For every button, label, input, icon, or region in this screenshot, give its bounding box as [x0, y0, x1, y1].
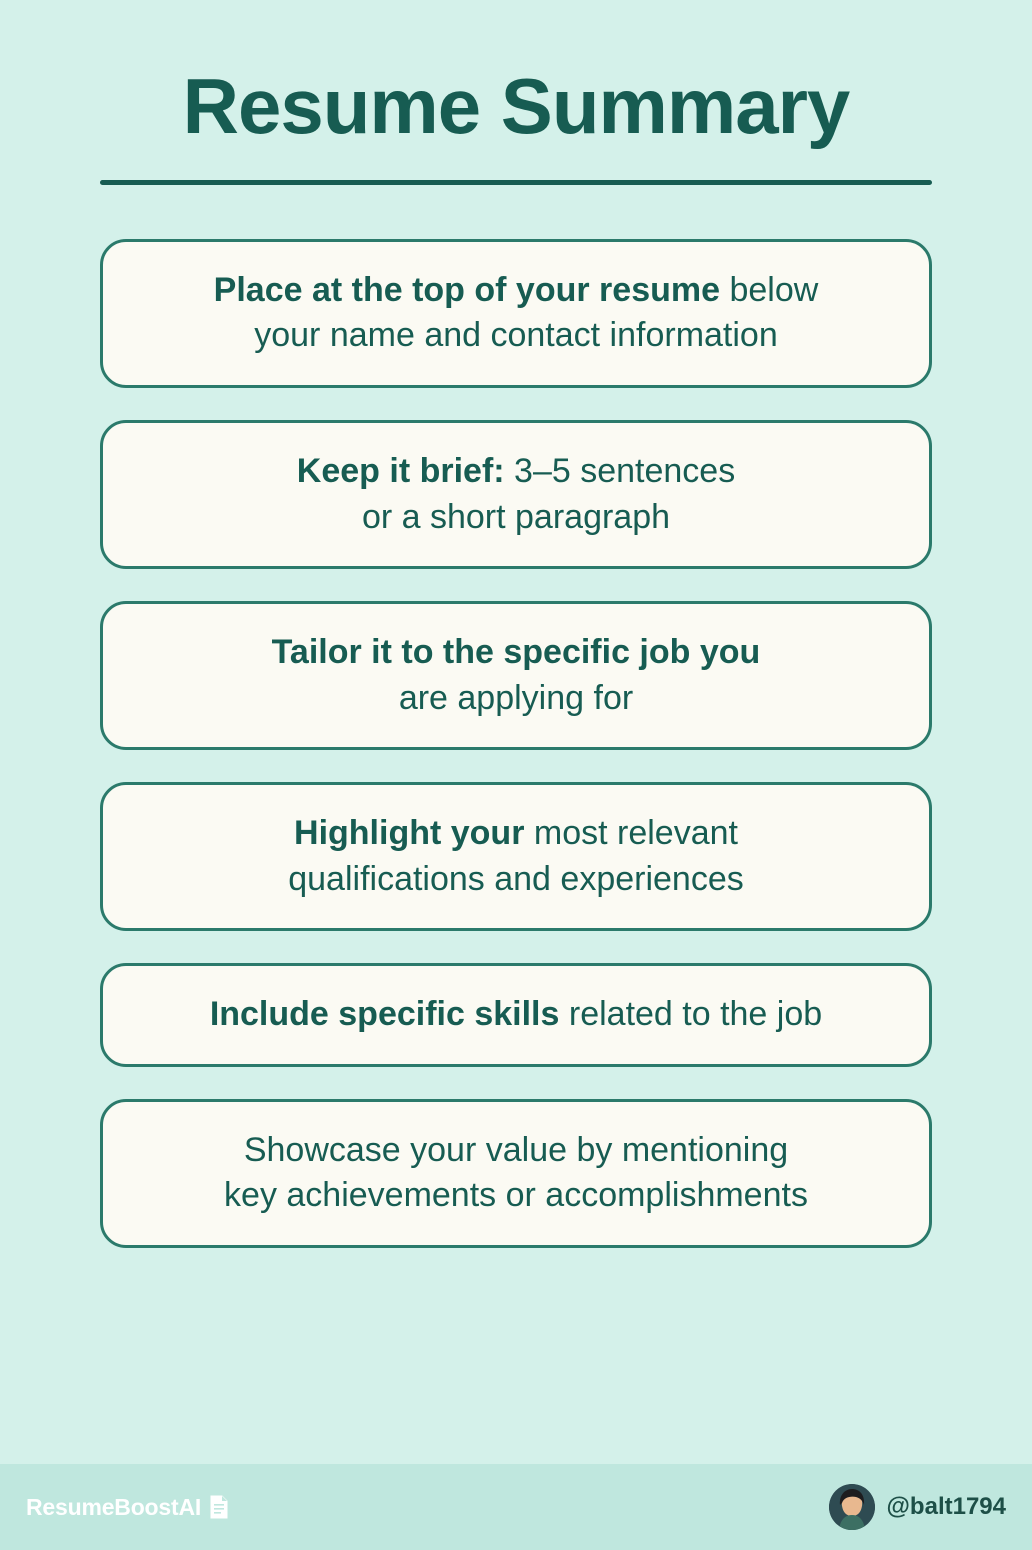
card-line: [133, 857, 899, 903]
card-line-bold: Place at the top of your resume: [213, 270, 721, 309]
list-item: [100, 239, 932, 388]
card-line-bold: Keep it brief:: [296, 451, 505, 490]
tips-list: [100, 239, 932, 1248]
card-line: [133, 676, 899, 722]
card-line-bold: Tailor it to the specific job you: [271, 633, 761, 672]
brand-logo: [26, 1494, 229, 1521]
card-line-normal: Showcase your value by mentioning: [243, 1130, 789, 1169]
card-text: [133, 268, 899, 359]
card-line-normal: are applying for: [398, 678, 634, 717]
card-line-normal: most relevant: [524, 814, 738, 853]
page-title: Resume Summary: [182, 62, 850, 150]
card-line: [133, 495, 899, 541]
card-line: [133, 1173, 899, 1219]
card-line: [133, 313, 899, 359]
avatar: [829, 1484, 875, 1530]
document-icon: [209, 1495, 229, 1519]
card-line-normal: related to the job: [559, 995, 823, 1034]
title-divider: [100, 180, 932, 185]
handle-label: @balt1794: [886, 1493, 1006, 1520]
card-line-normal: or a short paragraph: [361, 497, 671, 536]
card-text: [133, 811, 899, 902]
card-line: [133, 811, 899, 857]
card-text: [133, 449, 899, 540]
list-item: [100, 420, 932, 569]
card-line: [133, 630, 899, 676]
author-handle[interactable]: [829, 1484, 1006, 1530]
card-text: [133, 1128, 899, 1219]
list-item: [100, 601, 932, 750]
card-text: [133, 630, 899, 721]
card-line: [133, 449, 899, 495]
card-line-normal: below: [720, 270, 819, 309]
list-item: [100, 782, 932, 931]
list-item: [100, 963, 932, 1067]
card-line: [133, 992, 899, 1038]
card-line-bold: Highlight your: [294, 814, 525, 853]
brand-label: ResumeBoostAI: [26, 1493, 202, 1520]
list-item: [100, 1099, 932, 1248]
card-line: [133, 1128, 899, 1174]
card-text: [133, 992, 899, 1038]
card-line-normal: qualifications and experiences: [288, 859, 744, 898]
card-line-normal: your name and contact information: [254, 316, 778, 355]
card-line-normal: 3–5 sentences: [504, 451, 736, 490]
card-line-normal: key achievements or accomplishments: [224, 1176, 808, 1215]
footer-bar: [0, 1464, 1032, 1550]
card-line: [133, 268, 899, 314]
card-line-bold: Include specific skills: [209, 995, 560, 1034]
